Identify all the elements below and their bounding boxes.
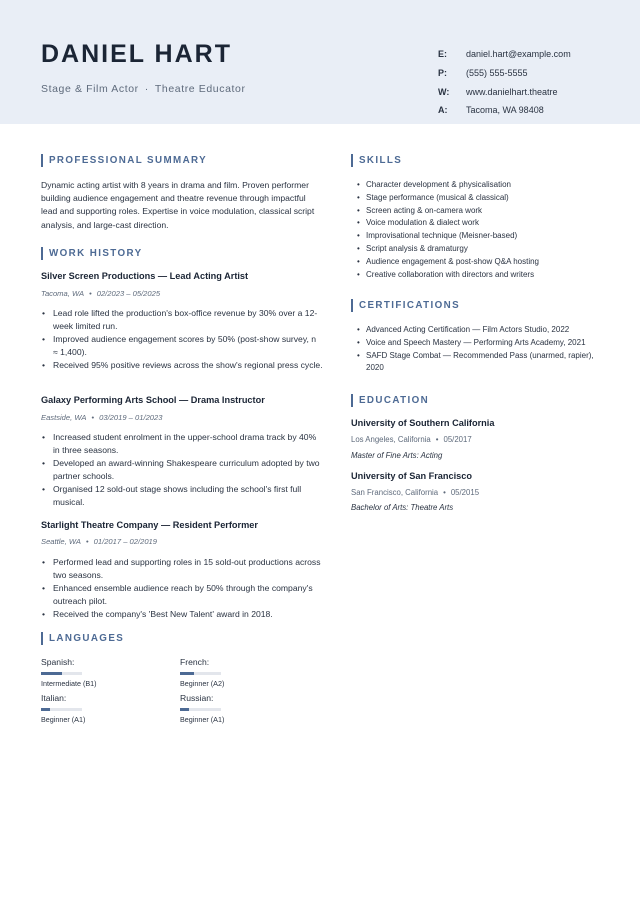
- job-title: Silver Screen Productions — Lead Acting Artist: [41, 271, 249, 281]
- contact-block: [438, 45, 571, 120]
- candidate-name: DANIEL HART: [41, 40, 232, 68]
- list-item: • Received the company's 'Best New Talent' award in 2018.: [53, 608, 323, 621]
- tagline: [41, 83, 246, 95]
- proficiency-bar: [180, 672, 221, 675]
- tagline-role-2: Theatre Educator: [154, 83, 246, 95]
- contact-address: [438, 101, 571, 120]
- list-item: • Received 95% positive reviews across the show's regional press cycle.: [53, 359, 323, 372]
- job-dates: 01/2017 – 02/2019: [93, 537, 157, 546]
- proficiency-fill: [180, 708, 189, 711]
- language-level: Beginner (A1): [41, 714, 86, 724]
- job-location: Seattle, WA: [41, 537, 81, 546]
- summary-text: Dynamic acting artist with 8 years in drama and film. Proven performer building audience engagement and theatre revenue through impactful lead and supporting roles. Expertise in voice modulation, classical script analysis, and large-cast direction.: [41, 180, 315, 230]
- education-school: University of Southern California: [351, 418, 495, 428]
- education-location: San Francisco, California: [351, 488, 439, 497]
- job-meta: [41, 413, 162, 422]
- tagline-role-1: Stage & Film Actor: [41, 83, 139, 95]
- certifications-list: [366, 324, 606, 375]
- meta-dot: •: [443, 488, 446, 497]
- contact-website-key: W:: [438, 86, 450, 97]
- list-item: • Enhanced ensemble audience reach by 50% through the company's outreach pilot.: [53, 582, 323, 608]
- job-meta: [41, 537, 157, 546]
- list-item: • Improved audience engagement scores by 50% (post-show survey, n ≈ 1,400).: [53, 333, 323, 359]
- list-item: • Developed an award-winning Shakespeare curriculum adopted by two partner schools.: [53, 457, 323, 483]
- contact-phone-key: P:: [438, 68, 447, 79]
- contact-email: [438, 45, 571, 64]
- contact-email-key: E:: [438, 49, 447, 60]
- proficiency-fill: [41, 708, 50, 711]
- job-title: Galaxy Performing Arts School — Drama Instructor: [41, 395, 265, 405]
- education-date: 05/2015: [450, 488, 480, 497]
- meta-dot: •: [435, 435, 439, 444]
- contact-phone: [438, 64, 571, 83]
- proficiency-bar: [41, 672, 82, 675]
- education-location: Los Angeles, California: [351, 435, 431, 444]
- language-russian: [180, 693, 300, 724]
- education-meta: [351, 488, 479, 497]
- contact-website-value[interactable]: www.danielhart.theatre: [466, 86, 558, 97]
- job-bullets: [53, 431, 323, 509]
- proficiency-fill: [41, 672, 62, 675]
- resume-header: [0, 0, 640, 124]
- contact-email-value[interactable]: daniel.hart@example.com: [466, 49, 571, 60]
- list-item: • Organised 12 sold-out stage shows including the school's first full musical.: [53, 483, 323, 509]
- education-date: 05/2017: [443, 435, 472, 444]
- contact-phone-value[interactable]: (555) 555-5555: [466, 68, 528, 79]
- job-title: Starlight Theatre Company — Resident Performer: [41, 520, 258, 530]
- work-history-heading: WORK HISTORY: [41, 248, 143, 259]
- list-item: • Stage performance (musical & classical): [366, 192, 616, 205]
- contact-address-key: A:: [438, 105, 448, 116]
- list-item: • Increased student enrolment in the upper-school drama track by 40% in three seasons.: [53, 431, 323, 457]
- skills-list: [366, 179, 616, 281]
- job-bullets: [53, 556, 323, 621]
- language-italian: [41, 693, 161, 724]
- list-item: • Screen acting & on-camera work: [366, 205, 616, 218]
- certifications-heading: CERTIFICATIONS: [351, 300, 460, 311]
- list-item: • Audience engagement & post-show Q&A hosting: [366, 256, 616, 269]
- language-level: Intermediate (B1): [41, 678, 97, 688]
- education-heading: EDUCATION: [351, 395, 429, 406]
- education-school: University of San Francisco: [351, 471, 473, 481]
- language-name: Italian:: [41, 693, 67, 703]
- language-spanish: [41, 657, 161, 688]
- meta-dot: •: [89, 289, 92, 298]
- job-dates: 02/2023 – 05/2025: [96, 289, 161, 298]
- list-item: • Lead role lifted the production's box-office revenue by 30% over a 12-week limited run.: [53, 307, 323, 333]
- list-item: • Voice and Speech Mastery — Performing Arts Academy, 2021: [366, 337, 606, 350]
- skills-heading: SKILLS: [351, 155, 402, 166]
- education-meta: [351, 435, 472, 444]
- proficiency-bar: [180, 708, 221, 711]
- proficiency-bar: [41, 708, 82, 711]
- list-item: • Character development & physicalisation: [366, 179, 616, 192]
- language-level: Beginner (A2): [180, 678, 225, 688]
- language-name: Spanish:: [41, 657, 75, 667]
- list-item: • SAFD Stage Combat — Recommended Pass (unarmed, rapier), 2020: [366, 350, 606, 376]
- language-name: French:: [180, 657, 210, 667]
- list-item: • Voice modulation & dialect work: [366, 217, 616, 230]
- job-dates: 03/2019 – 01/2023: [99, 413, 163, 422]
- summary-heading: PROFESSIONAL SUMMARY: [41, 155, 207, 166]
- list-item: • Script analysis & dramaturgy: [366, 243, 616, 256]
- contact-website: [438, 82, 571, 101]
- list-item: • Performed lead and supporting roles in 15 sold-out productions across two seasons.: [53, 556, 323, 582]
- job-location: Eastside, WA: [41, 413, 87, 422]
- job-meta: [41, 289, 160, 298]
- tagline-separator: ·: [144, 83, 149, 95]
- education-degree: Master of Fine Arts: Acting: [351, 451, 443, 460]
- proficiency-fill: [180, 672, 194, 675]
- list-item: • Advanced Acting Certification — Film Actors Studio, 2022: [366, 324, 606, 337]
- language-french: [180, 657, 300, 688]
- job-bullets: [53, 307, 323, 372]
- list-item: • Creative collaboration with directors and writers: [366, 269, 616, 282]
- list-item: • Improvisational technique (Meisner-based): [366, 230, 616, 243]
- contact-address-value: Tacoma, WA 98408: [466, 105, 544, 116]
- languages-heading: LANGUAGES: [41, 633, 124, 644]
- language-name: Russian:: [180, 693, 214, 703]
- meta-dot: •: [91, 413, 95, 422]
- language-level: Beginner (A1): [180, 714, 225, 724]
- meta-dot: •: [85, 537, 89, 546]
- education-degree: Bachelor of Arts: Theatre Arts: [351, 503, 454, 512]
- job-location: Tacoma, WA: [41, 289, 85, 298]
